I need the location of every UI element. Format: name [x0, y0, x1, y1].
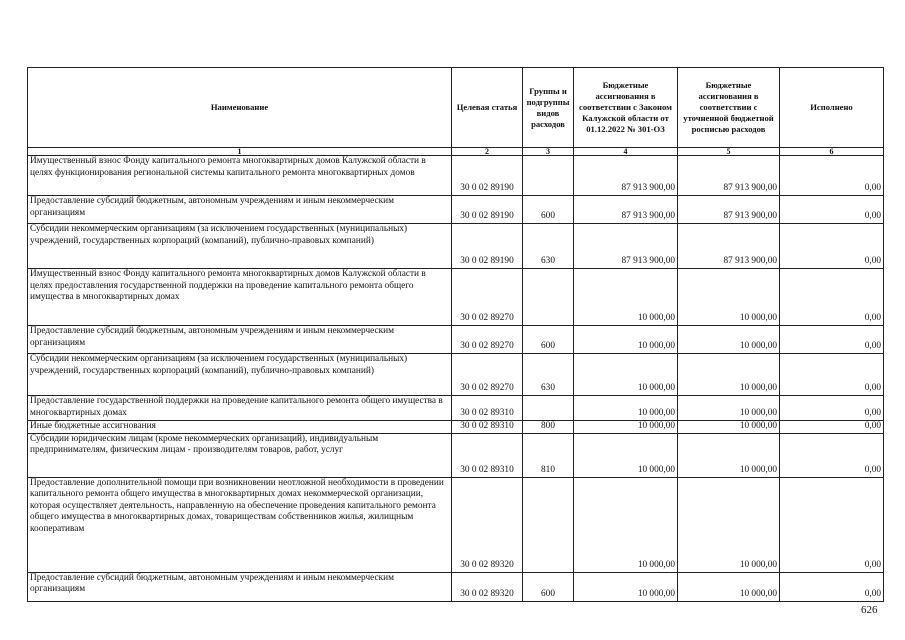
column-number: 3: [523, 148, 574, 156]
row-law-amount-cell: 87 913 900,00: [574, 196, 678, 224]
row-law-amount-cell: 10 000,00: [574, 421, 678, 434]
row-name-cell: Предоставление субсидий бюджетным, автономным учреждениям и иным некоммерческим организациям: [28, 572, 452, 601]
row-code-cell: 30 0 02 89270: [452, 269, 523, 326]
row-revised-amount-cell: 10 000,00: [678, 572, 780, 601]
row-revised-amount-cell: 10 000,00: [678, 396, 780, 421]
table-row: [28, 196, 884, 224]
header-name: Наименование: [28, 68, 452, 148]
row-name-cell: Предоставление дополнительной помощи при возникновении неотложной необходимости в проведении капитального ремонта общего имущества в многоквартирных домах некоммерческой организации, которая осуществляет деятельность, направленную на обеспечение проведения капитального ремонта общего имущества в многоквартирных домах, товариществам собственников жилья, жилищным кооперативам: [28, 477, 452, 572]
row-law-amount-cell: 10 000,00: [574, 477, 678, 572]
row-name-cell: Предоставление государственной поддержки на проведение капитального ремонта общего имущества в многоквартирных домах: [28, 396, 452, 421]
row-revised-amount-cell: 87 913 900,00: [678, 196, 780, 224]
column-number-row: [28, 148, 884, 156]
header-revised: Бюджетные ассигнования в соответствии с уточненной бюджетной росписью расходов: [678, 68, 780, 148]
row-revised-amount-cell: 87 913 900,00: [678, 156, 780, 196]
row-revised-amount-cell: 10 000,00: [678, 269, 780, 326]
row-executed-amount-cell: 0,00: [780, 354, 884, 396]
table-row: [28, 477, 884, 572]
table-row: [28, 224, 884, 269]
row-revised-amount-cell: 87 913 900,00: [678, 224, 780, 269]
row-code-cell: 30 0 02 89320: [452, 572, 523, 601]
row-group-cell: [523, 396, 574, 421]
column-number: 5: [678, 148, 780, 156]
row-group-cell: 630: [523, 224, 574, 269]
column-number: 6: [780, 148, 884, 156]
row-law-amount-cell: 10 000,00: [574, 433, 678, 477]
row-law-amount-cell: 87 913 900,00: [574, 156, 678, 196]
budget-table-sheet: [27, 67, 883, 602]
row-name-cell: Предоставление субсидий бюджетным, автономным учреждениям и иным некоммерческим организациям: [28, 326, 452, 354]
row-executed-amount-cell: 0,00: [780, 196, 884, 224]
row-name-cell: Субсидии некоммерческим организациям (за исключением государственных (муниципальных) учреждений, государственных корпораций (компаний), публично-правовых компаний): [28, 354, 452, 396]
row-group-cell: 600: [523, 326, 574, 354]
table-row: [28, 396, 884, 421]
row-group-cell: 630: [523, 354, 574, 396]
budget-table: [27, 67, 884, 602]
row-group-cell: 810: [523, 433, 574, 477]
row-code-cell: 30 0 02 89310: [452, 433, 523, 477]
row-code-cell: 30 0 02 89190: [452, 196, 523, 224]
row-executed-amount-cell: 0,00: [780, 433, 884, 477]
row-executed-amount-cell: 0,00: [780, 477, 884, 572]
table-row: [28, 572, 884, 601]
table-row: [28, 354, 884, 396]
row-executed-amount-cell: 0,00: [780, 396, 884, 421]
row-law-amount-cell: 10 000,00: [574, 354, 678, 396]
row-law-amount-cell: 10 000,00: [574, 396, 678, 421]
row-code-cell: 30 0 02 89310: [452, 421, 523, 434]
table-header-row: [28, 68, 884, 148]
table-row: [28, 326, 884, 354]
row-group-cell: 600: [523, 572, 574, 601]
row-group-cell: [523, 156, 574, 196]
row-revised-amount-cell: 10 000,00: [678, 477, 780, 572]
row-group-cell: [523, 477, 574, 572]
row-revised-amount-cell: 10 000,00: [678, 354, 780, 396]
row-law-amount-cell: 10 000,00: [574, 326, 678, 354]
row-group-cell: 600: [523, 196, 574, 224]
column-number: 2: [452, 148, 523, 156]
row-name-cell: Иные бюджетные ассигнования: [28, 421, 452, 434]
header-group: Группы и подгруппы видов расходов: [523, 68, 574, 148]
row-code-cell: 30 0 02 89320: [452, 477, 523, 572]
table-row: [28, 421, 884, 434]
row-name-cell: Имущественный взнос Фонду капитального ремонта многоквартирных домов Калужской области в целях функционирования региональной системы капитального ремонта многоквартирных домов: [28, 156, 452, 196]
row-executed-amount-cell: 0,00: [780, 224, 884, 269]
row-code-cell: 30 0 02 89190: [452, 224, 523, 269]
row-executed-amount-cell: 0,00: [780, 421, 884, 434]
row-code-cell: 30 0 02 89310: [452, 396, 523, 421]
row-revised-amount-cell: 10 000,00: [678, 421, 780, 434]
row-revised-amount-cell: 10 000,00: [678, 433, 780, 477]
row-group-cell: [523, 269, 574, 326]
column-number: 1: [28, 148, 452, 156]
row-executed-amount-cell: 0,00: [780, 326, 884, 354]
row-law-amount-cell: 10 000,00: [574, 269, 678, 326]
row-name-cell: Предоставление субсидий бюджетным, автономным учреждениям и иным некоммерческим организациям: [28, 196, 452, 224]
row-code-cell: 30 0 02 89270: [452, 354, 523, 396]
table-row: [28, 433, 884, 477]
row-code-cell: 30 0 02 89190: [452, 156, 523, 196]
row-revised-amount-cell: 10 000,00: [678, 326, 780, 354]
page-number: 626: [861, 604, 878, 616]
row-code-cell: 30 0 02 89270: [452, 326, 523, 354]
header-code: Целевая статья: [452, 68, 523, 148]
row-law-amount-cell: 87 913 900,00: [574, 224, 678, 269]
table-row: [28, 156, 884, 196]
table-row: [28, 269, 884, 326]
row-executed-amount-cell: 0,00: [780, 572, 884, 601]
row-law-amount-cell: 10 000,00: [574, 572, 678, 601]
row-executed-amount-cell: 0,00: [780, 269, 884, 326]
row-name-cell: Субсидии юридическим лицам (кроме некоммерческих организаций), индивидуальным предпринимателям, физическим лицам - производителям товаров, работ, услуг: [28, 433, 452, 477]
header-executed: Исполнено: [780, 68, 884, 148]
row-executed-amount-cell: 0,00: [780, 156, 884, 196]
column-number: 4: [574, 148, 678, 156]
header-law: Бюджетные ассигнования в соответствии с Законом Калужской области от 01.12.2022 № 301-ОЗ: [574, 68, 678, 148]
row-name-cell: Субсидии некоммерческим организациям (за исключением государственных (муниципальных) учреждений, государственных корпораций (компаний), публично-правовых компаний): [28, 224, 452, 269]
row-group-cell: 800: [523, 421, 574, 434]
row-name-cell: Имущественный взнос Фонду капитального ремонта многоквартирных домов Калужской области в целях предоставления государственной поддержки на проведение капитального ремонта общего имущества в многоквартирных домах: [28, 269, 452, 326]
